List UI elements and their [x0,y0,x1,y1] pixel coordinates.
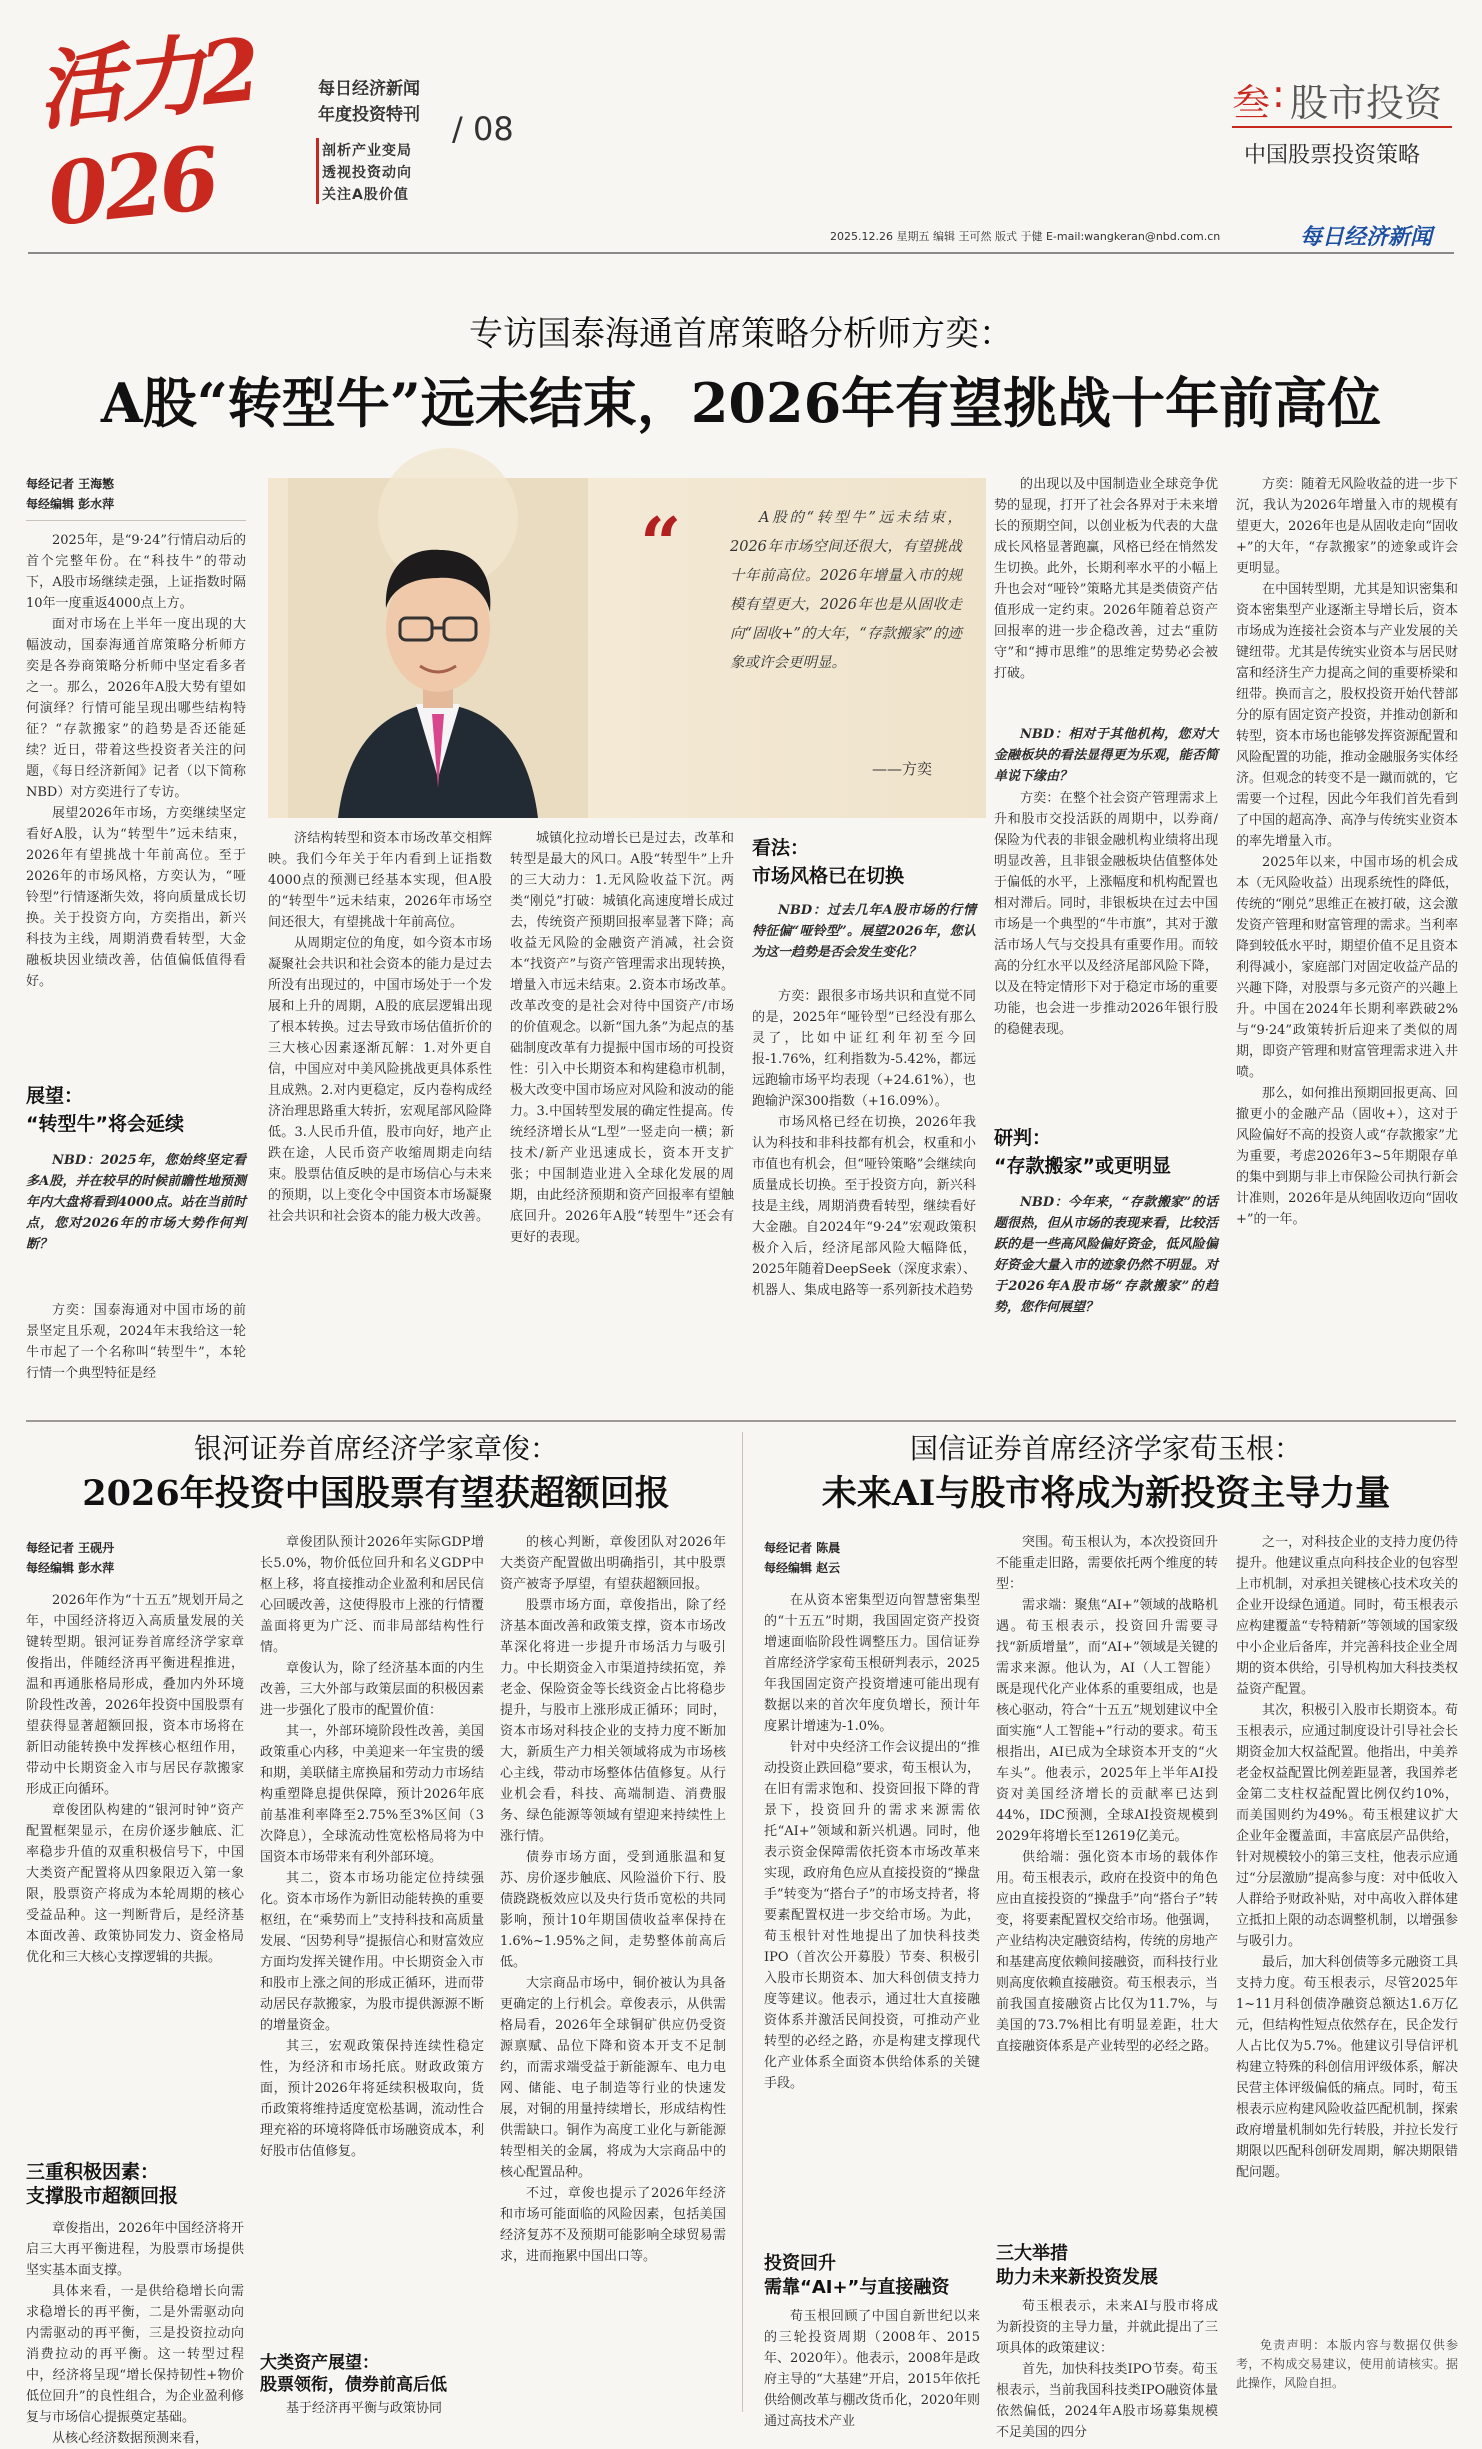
paragraph: 方奕：随着无风险收益的进一步下沉，我认为2026年增量入市的规模有望更大，2026年也是从固收走向“固收+”的大年，“存款搬家”的迹象或许会更明显。 [1236,477,1458,576]
article1-col2 [268,828,492,1408]
paragraph: 从核心经济数据预测来看， [52,2431,209,2446]
article3-col2b [996,2296,1218,2440]
article3-kicker: 国信证券首席经济学家荀玉根： [909,1432,1302,1465]
paragraph: 章俊指出，2026年中国经济将开启三大再平衡进程，为股票市场提供坚实基本面支撑。 [26,2221,244,2278]
paragraph: 最后，加大科创债等多元融资工具支持力度。荀玉根表示，尽管2025年1~11月科创债净融资总额达1.6万亿元，但结构性短点依然存在，民企发行人占比仅为5.7%。他建议引导信评机构建立特殊的科创信用评级体系，解决民营主体评级偏低的痛点。同时，荀玉根表示应构建风险收益匹配机制，探索政府增量机制如先行转股，并拉长发行期限以匹配科创研发周期，解决期限错配问题。 [1236,1955,1458,2180]
paragraph: 在中国转型期，尤其是知识密集和资本密集型产业逐渐主导增长后，资本市场成为连接社会资本与产业发展的关键纽带。尤其是传统实业资本与居民财富和经济生产力提高之间的重要桥梁和纽带。换而言之，股权投资开始代替部分的原有固定资产投资，并推动创新和转型，资本市场也能够发挥资源配置和风险配置的功能，推动金融服务实体经济。但观念的转变不是一蹴而就的，它需要一个过程，因此今年我们首先看到了中国的超高净、高净与传统实业资本的率先增量入市。 [1236,582,1458,849]
paragraph: 首先，加快科技类IPO节奏。荀玉根表示，当前我国科技类IPO融资体量依然偏低，2024年A股市场募集规模不足美国的四分 [996,2362,1218,2440]
paragraph: 的核心判断，章俊团队对2026年大类资产配置做出明确指引，其中股票资产被寄予厚望，有望获超额回报。 [500,1535,726,1592]
article2-col3 [500,1532,726,2414]
tagline-line-3: 关注A股价值 [322,187,409,203]
paragraph: 股票市场方面，章俊指出，除了经济基本面改善和政策支撑，资本市场改革深化将进一步提升市场活力与吸引力。中长期资金入市渠道持续拓宽，养老金、保险资金等长线资金占比将稳步提升，与股市上涨形成正循环；同时，资本市场对科技企业的支持力度不断加大，新质生产力相关领域将成为市场核心主线，带动市场整体估值修复。从行业机会看，科技、高端制造、消费服务、绿色能源等领域有望迎来持续性上涨行情。 [500,1598,726,1844]
paragraph: 需求端：聚焦“AI+”领域的战略机遇。荀玉根表示，投资回升需要寻找“新质增量”，而“AI+”领域是关键的需求来源。他认为，AI（人工智能）既是现代化产业体系的重要组成，也是核心驱动，符合“十五五”规划建议中全面实施“人工智能+”行动的要求。荀玉根指出，AI已成为全球资本开支的“火车头”。他表示，2025年上半年AI投资对美国经济增长的贡献率已达到44%，IDC预测，全球AI投资规模到2029年将增长至12619亿美元。 [996,1598,1218,1844]
page-number: / 08 [452,110,514,148]
section-colon: : [1272,72,1285,116]
article2-col1b [26,2218,244,2446]
article1-col5: 的出现以及中国制造业全球竞争优势的显现，打开了社会各界对于未来增长的预期空间，以创业板为代表的大盘成长风格显著跑赢，风格已经在悄然发生切换。此外，长期利率水平的小幅上升也会对“哑铃”策略尤其是类债资产估值形成一定约束。2026年随着总资产回报率的进一步企稳改善，过去“重防守”和“搏市思维”的思维定势势必会被打破。 [994,477,1218,681]
paragraph: 济结构转型和资本市场改革交相辉映。我们今年关于年内看到上证指数4000点的预测已经基本实现，但A股的“转型牛”远未结束，2026年市场空间还很大，有望挑战十年前高位。 [268,831,492,930]
paragraph: 市场风格已经在切换，2026年我认为科技和非科技都有机会，权重和小市值也有机会，但“哑铃策略”会继续向质量成长切换。至于投资方向，新兴科技是主线，周期消费看转型，继续看好大金融。自2024年“9·24”宏观政策积极介入后，经济尾部风险大幅降低，2025年随着DeepSeek（深度求索）、机器人、集成电路等一系列新技术趋势 [752,1115,976,1298]
article1-quote-author: ——方奕 [872,760,933,778]
paragraph: 供给端：强化资本市场的载体作用。荀玉根表示，政府在投资中的角色应由直接投资的“操盘手”向“搭台子”转变，将要素配置权交给市场。他强调，产业结构决定融资结构，传统的房地产和基建高度依赖间接融资，而科技行业则高度依赖直接融资。荀玉根表示，当前我国直接融资占比仅为11.7%，与美国的73.7%相比有明显差距，壮大直接融资体系是产业转型的必经之路。 [996,1850,1218,2054]
article1-q3: NBD：相对于其他机构，您对大金融板块的看法显得更为乐观，能否简单说下缘由？ [994,727,1218,784]
section-name: 股市投资 [1290,81,1443,125]
paragraph: 2025年，是“9·24”行情启动后的首个完整年份。在“科技牛”的带动下，A股市场继续走强，上证指数时隔10年一度重返4000点上方。 [26,533,246,611]
paragraph: 不过，章俊也提示了2026年经济和市场可能面临的风险因素，包括美国经济复苏不及预期可能影响全球贸易需求，进而拖累中国出口等。 [500,2186,726,2264]
article2-headline: 2026年投资中国股票有望获超额回报 [82,1473,670,1514]
issue-title-2: 年度投资特刊 [318,105,420,125]
article3-disclaimer: 免责声明：本版内容与数据仅供参考，不构成交易建议，使用前请核实。据此操作，风险自担。 [1236,2338,1458,2390]
paragraph: 在从资本密集型迈向智慧密集型的“十五五”时期，我国固定资产投资增速面临阶段性调整压力。国信证券首席经济学家荀玉根研判表示，2025年我国固定资产投资增速可能出现有数据以来的首次年度负增长，预计年度累计增速为-1.0%。 [764,1593,980,1734]
tagline-line-1: 剖析产业变局 [322,143,412,159]
article2-sub1: 三重积极因素： 支撑股市超额回报 [26,2161,179,2207]
paragraph: 2026年作为“十五五”规划开局之年，中国经济将迈入高质量发展的关键转型期。银河证券首席经济学家章俊指出，伴随经济再平衡进程推进，温和再通胀格局形成，叠加内外环境阶段性改善，2026年投资中国股票有望获得显著超额回报，资本市场将在新旧动能转换中发挥核心枢纽作用，带动中长期资金入市与居民存款搬家形成正向循环。 [26,1593,244,1797]
byline-rule [26,520,246,521]
article3-col1 [764,1590,980,2242]
paragraph: 章俊团队构建的“银河时钟”资产配置框架显示，在房价逐步触底、汇率稳步升值的双重积极信号下，中国大类资产配置将从四象限迈入第一象限，股票资产将成为本轮周期的核心受益品种。这一判断背后，是经济基本面改善、政策协同发力、资金格局优化和三大核心支撑逻辑的共振。 [26,1803,244,1965]
section-divider-horizontal [26,1420,1456,1422]
article3-editor: 每经编辑 赵云 [764,1561,841,1575]
article1-sub1-title: “转型牛”将会延续 [26,1113,184,1135]
article1-sub2-label: 看法： [752,837,810,859]
paragraph: 荀玉根表示，未来AI与股市将成为新投资的主导力量，并就此提出了三项具体的政策建议： [996,2299,1218,2356]
quote-mark-icon: “ [640,501,682,586]
paragraph: 其三，宏观政策保持连续性稳定性，为经济和市场托底。财政政策方面，预计2026年将延续积极取向，货币政策将维持适度宽松基调，流动性合理充裕的环境将降低市场融资成本，利好股市估值修复。 [260,2039,484,2159]
article2-col2 [260,1532,484,2350]
article1-sub3-label: 研判： [994,1127,1052,1149]
article1-q2: NBD：过去几年A股市场的行情特征偏“哑铃型”。展望2026年，您认为这一趋势是否会发生变化？ [752,903,976,960]
article1-col3: 城镇化拉动增长已是过去，改革和转型是最大的风口。A股“转型牛”上升的三大动力：1.无风险收益下沉。两类“刚兑”打破：城镇化高速度增长成过去，传统资产预期回报率显著下降；高收益无风险的金融资产消减，社会资本“找资产”与资产管理需求出现转换，增量入市远未结束。2.资本市场改革。改革改变的是社会对待中国资产/市场的价值观念。以新“国九条”为起点的基础制度改革有力提振中国市场的可投资性：引入中长期资本和构建稳市机制，极大改变中国市场应对风险和波动的能力。3.中国转型发展的确定性提高。传统经济增长从“L型”一竖走向一横；新技术/新产业迅速成长，资本开支扩张；中国制造业进入全球化发展的周期，由此经济预期和资产回报率有望触底回升。2026年A股“转型牛”还会有更好的表现。 [510,831,734,1245]
paragraph: 针对中央经济工作会议提出的“推动投资止跌回稳”要求，荀玉根认为，在旧有需求饱和、投资回报下降的背景下，投资回升的需求来源需依托“AI+”领域和新兴机遇。同时，他表示资金保障需依托资本市场改革来实现，政府角色应从直接投资的“操盘手”转变为“搭台子”的市场支持者，将要素配置权进一步交给市场。为此，荀玉根针对性地提出了加快科技类IPO（首次公开募股）节奏、积极引入股市长期资本、加大科创债支持力度等建议。他表示，通过壮大直接融资体系并激活民间投资，可推动产业转型的必经之路，亦是构建支撑现代化产业体系全面资本供给体系的关键手段。 [764,1740,980,2091]
issue-title-1: 每日经济新闻 [318,79,420,99]
date-line: 2025.12.26 星期五 编辑 王可然 版式 于健 E-mail:wangkeran@nbd.com.cn [830,230,1221,243]
paragraph: 章俊认为，除了经济基本面的内生改善，三大外部与政策层面的积极因素进一步强化了股市的配置价值： [260,1661,484,1718]
article3-sub1: 投资回升 需靠“AI+”与直接融资 [764,2253,950,2298]
article1-kicker: 专访国泰海通首席策略分析师方奕： [469,314,1013,354]
article2-reporter: 每经记者 王砚丹 [26,1541,115,1555]
paragraph: 其一，外部环境阶段性改善，美国政策重心内移，中美迎来一年宝贵的缓和期，美联储主席换届和劳动力市场结构重塑降息提供保障，预计2026年底前基准利率降至2.75%至3%区间（3次降息），全球流动性宽松格局将为中国资本市场带来有利外部环境。 [260,1724,484,1865]
article1-col1-intro [26,530,246,1040]
paragraph: 从周期定位的角度，如今资本市场凝聚社会共识和社会资本的能力是过去所没有出现过的，中国市场处于一个发展和上升的周期，A股的底层逻辑出现了根本转换。过去导致市场估值折价的三大核心因素逐渐瓦解：1.对外更自信，中国应对中美风险挑战更具体系性且成熟。2.对内更稳定，反内卷构成经济治理思路重大转折，宏观尾部风险降低。3.人民币升值，股市向好，地产止跌在途，人民币资产收缩周期走向结束。股票估值反映的是市场信心与未来的预期，以上变化令中国资本市场凝聚社会共识和社会资本的能力极大改善。 [268,936,492,1224]
article1-a1: 方奕：国泰海通对中国市场的前景坚定且乐观，2024年末我给这一轮牛市起了一个名称叫“转型牛”，本轮行情一个典型特征是经 [26,1303,246,1381]
portrait-image [288,478,588,818]
article3-col3 [1236,1532,1458,2330]
paragraph: 具体来看，一是供给稳增长向需求稳增长的再平衡，二是外需驱动向内需驱动的再平衡，三是投资拉动向消费拉动的再平衡。这一转型过程中，经济将呈现“增长保持韧性+物价低位回升”的良性组合，为企业盈利修复与市场信心提振奠定基础。 [26,2284,244,2425]
portrait-banner [268,478,986,818]
article1-headline: A股“转型牛”远未结束，2026年有望挑战十年前高位 [100,371,1382,435]
article1-col6 [1236,474,1458,1408]
tagline-line-2: 透视投资动向 [322,165,412,181]
article1-quote: A股的“转型牛”远未结束，2026年市场空间还很大，有望挑战十年前高位。2026年增量入市的规模有望更大，2026年也是从固收走向“固收+”的大年，“存款搬家”的迹象或许会更明显。 [730,510,962,671]
article2-kicker: 银河证券首席经济学家章俊： [193,1432,558,1465]
paragraph: 展望2026年市场，方奕继续坚定看好A股，认为“转型牛”远未结束，2026年有望挑战十年前高位。至于2026年的市场风格，方奕认为，“哑铃型”行情逐渐失效，将向质量成长切换。关于投资方向，方奕指出，新兴科技为主线，周期消费看转型，大金融板块因业绩改善，估值偏低值得看好。 [26,806,246,989]
article3-headline: 未来AI与股市将成为新投资主导力量 [821,1473,1391,1514]
article1-sub2-title: 市场风格已在切换 [752,865,905,887]
article2-col1 [26,1590,244,2138]
article3-reporter: 每经记者 陈晨 [764,1541,841,1555]
article1-reporter: 每经记者 王海慜 [26,477,115,491]
section-divider [1232,126,1452,128]
paragraph: 之一，对科技企业的支持力度仍待提升。他建议重点向科技企业的包容型上市机制，对承担关键核心技术攻关的企业开设绿色通道。同时，荀玉根表示应构建覆盖“专特精新”等领域的国家级中小企业后备库，并完善科技企业全周期的资本供给，引导机构加大科技类权益资产配置。 [1236,1535,1458,1697]
section-subtitle: 中国股票投资策略 [1244,143,1421,168]
article3-sub2: 三大举措 助力未来新投资发展 [996,2243,1158,2288]
section-number: 叁 [1232,81,1271,125]
paragraph: 方奕：跟很多市场共识和直觉不同的是，2025年“哑铃型”已经没有那么灵了，比如中证红利年初至今回报-1.76%，红利指数为-5.42%，都远远跑输市场平均表现（+24.61%），也跑输沪深300指数（+16.09%）。 [752,989,976,1109]
article1-editor: 每经编辑 彭水萍 [26,497,115,511]
paragraph: 债券市场方面，受到通胀温和复苏、房价逐步触底、风险溢价下行、股债跷跷板效应以及央行货币宽松的共同影响，预计10年期国债收益率保持在1.6%~1.95%之间，走势整体前高后低。 [500,1850,726,1970]
paragraph: 其次，积极引入股市长期资本。荀玉根表示，应通过制度设计引导社会长期资金加大权益配置。他指出，中美养老金权益配置比例差距显著，我国养老金第二支柱权益配置比例仅约10%，而美国则约为49%。荀玉根建议扩大企业年金覆盖面，丰富底层产品供给，针对规模较小的第三支柱，他表示应通过“分层激励”提高参与度：对中低收入人群给予财政补贴，对中高收入群体建立抵扣上限的动态调整机制，以增强参与吸引力。 [1236,1703,1458,1949]
paragraph: 其二，资本市场功能定位持续强化。资本市场作为新旧动能转换的重要枢纽，在“乘势而上”支持科技和高质量发展、“因势利导”提振信心和财富效应方面均发挥关键作用。中长期资金入市和股市上涨之间的形成正循环，进而带动居民存款搬家，为股市提供源源不断的增量资金。 [260,1871,484,2033]
logo-huoli-2026: 活力2026 [32,19,262,247]
article2-editor: 每经编辑 彭水萍 [26,1561,115,1575]
paper-name: 每日经济新闻 [1300,225,1433,250]
article1-col4-answer [752,986,976,1408]
masthead [0,0,1482,300]
paragraph: 那么，如何推出预期回报更高、回撤更小的金融产品（固收+），这对于风险偏好不高的投资人或“存款搬家”尤为重要，考虑2026年3~5年期限存单的集中到期与非上市保险公司执行新会计准则，2026年是从纯固收迈向“固收+”的一年。 [1236,1086,1458,1227]
article1-q1: NBD：2025年，您始终坚定看多A股，并在较早的时候前瞻性地预测年内大盘将看到4000点。站在当前时点，您对2026年的市场大势作何判断？ [26,1153,246,1252]
section-divider-vertical [742,1432,743,2412]
article1-sub1-label: 展望： [26,1085,84,1107]
tagline-bar [316,138,319,204]
masthead-rule [28,252,1454,254]
article1-col5-answer: 方奕：在整个社会资产管理需求上升和股市交投活跃的周期中，以券商/保险为代表的非银金融机构业绩将出现明显改善，且非银金融板块估值整体处于偏低的水平，上涨幅度和机构配置也相对滞后。同时，非银板块在过去中国市场是一个典型的“牛市旗”，其对于激活市场人气与交投具有重要作用。而较高的分红水平以及经济尾部风险下降，以及在特定情形下对于稳定市场的重要功能，也会进一步推动2026年银行股的稳健表现。 [994,791,1218,1037]
article1-sub3-title: “存款搬家”或更明显 [994,1155,1171,1177]
article3-col2 [996,1532,1218,2232]
article2-col2b: 基于经济再平衡与政策协同 [286,2401,443,2416]
article1-q4: NBD：今年来，“存款搬家”的话题很热，但从市场的表现来看，比较活跃的是一些高风险偏好资金，低风险偏好资金大量入市的迹象仍然不明显。对于2026年A股市场“存款搬家”的趋势，您作何展望？ [994,1195,1218,1315]
paragraph: 大宗商品市场中，铜价被认为具备更确定的上行机会。章俊表示，从供需格局看，2026年全球铜矿供应仍受资源禀赋、品位下降和资本开支不足制约，而需求端受益于新能源车、电力电网、储能、电子制造等行业的快速发展，对铜的用量持续增长，形成结构性供需缺口。铜作为高度工业化与新能源转型相关的金属，将成为大宗商品中的核心配置品种。 [500,1976,726,2180]
paragraph: 2025年以来，中国市场的机会成本（无风险收益）出现系统性的降低，传统的“刚兑”思维正在被打破，这会激发资产管理和财富管理的需求。当利率降到较低水平时，期望价值不足且资本利得减小，家庭部门对固定收益产品的兴趣下降，对股票与多元资产的兴趣上升。中国在2024年长期利率跌破2%与“9·24”政策转折后迎来了类似的周期，即资产管理和财富管理需求进入井喷。 [1236,855,1458,1080]
paragraph: 突围。荀玉根认为，本次投资回升不能重走旧路，需要依托两个维度的转型： [996,1535,1218,1592]
article2-sub2: 大类资产展望： 股票领衔，债券前高后低 [260,2353,447,2395]
paragraph: 章俊团队预计2026年实际GDP增长5.0%，物价低位回升和名义GDP中枢上移，将直接推动企业盈利和居民信心回暖改善，这使得股市上涨的行情覆盖面将更为广泛、而非局部结构性行情。 [260,1535,484,1655]
article3-col1b: 荀玉根回顾了中国自新世纪以来的三轮投资周期（2008年、2015年、2020年）。他表示，2008年是政府主导的“大基建”开启，2015年依托供给侧改革与棚改货币化，2020年则通过高技术产业 [764,2309,980,2429]
paragraph: 面对市场在上半年一度出现的大幅波动，国泰海通首席策略分析师方奕是各券商策略分析师中坚定看多者之一。那么，2026年A股大势有望如何演绎？行情可能呈现出哪些结构特征？“存款搬家”的趋势是否还能延续？近日，带着这些投资者关注的问题，《每日经济新闻》记者（以下简称NBD）对方奕进行了专访。 [26,617,246,800]
